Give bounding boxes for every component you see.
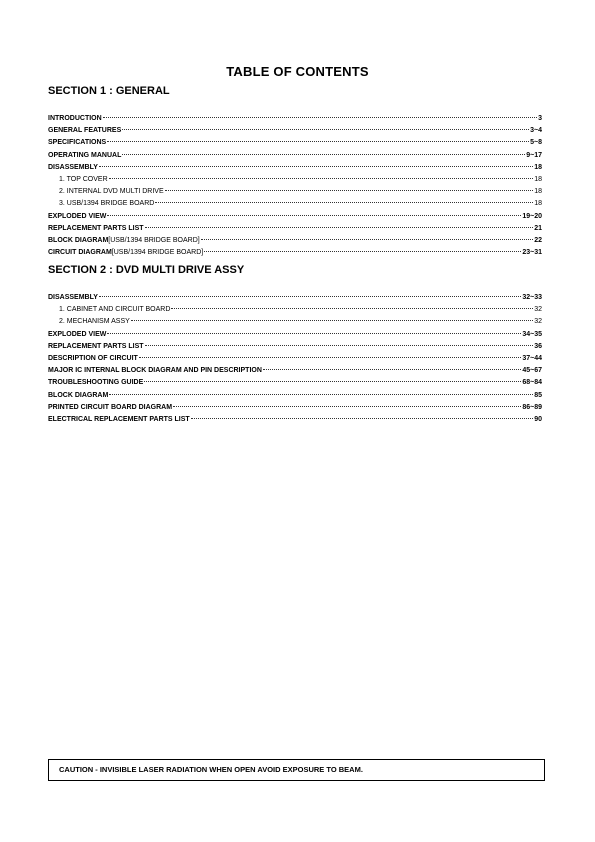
toc-entry[interactable] (48, 245, 542, 257)
toc-entry-label (48, 113, 102, 125)
toc-entry-title: REPLACEMENT PARTS LIST (48, 342, 144, 350)
dot-leader (173, 398, 521, 407)
page-title: TABLE OF CONTENTS (226, 64, 369, 79)
dot-leader (122, 121, 529, 130)
toc-entry-page: 34~35 (522, 330, 542, 338)
section-2-title: SECTION 2 : DVD MULTI DRIVE ASSY (48, 264, 245, 276)
toc-entry-label (48, 235, 200, 247)
dot-leader (109, 386, 533, 395)
dot-leader (144, 373, 521, 382)
toc-entry-title: DESCRIPTION OF CIRCUIT (48, 354, 138, 362)
toc-entry-title: DISASSEMBLY (48, 294, 98, 301)
toc-entry-page: 19~20 (522, 212, 542, 220)
laser-caution-box: CAUTION - INVISIBLE LASER RADIATION WHEN OPEN AVOID EXPOSURE TO BEAM. (48, 759, 545, 781)
dot-leader (201, 231, 534, 240)
dot-leader (109, 170, 534, 179)
dot-leader (107, 207, 521, 216)
toc-entry-label (48, 390, 108, 402)
toc-entry-page: 32 (534, 318, 542, 326)
section-1-toc (48, 111, 542, 257)
toc-entry-subtitle: [USB/1394 BRIDGE BOARD] (108, 236, 200, 244)
toc-entry-label (48, 353, 138, 365)
toc-entry-page: 22 (534, 236, 542, 244)
dot-leader (107, 133, 529, 142)
toc-entry-title: BLOCK DIAGRAM (48, 236, 109, 244)
dot-leader (263, 361, 521, 370)
toc-entry[interactable] (48, 412, 542, 424)
dot-leader (165, 182, 534, 191)
toc-entry-title: MAJOR IC INTERNAL BLOCK DIAGRAM AND PIN DESCRIPTION (48, 367, 262, 375)
toc-entry-title: REPLACEMENT PARTS LIST (48, 224, 144, 232)
dot-leader (204, 243, 521, 252)
toc-entry-page: 68~84 (522, 379, 542, 387)
toc-entry-title: ELECTRICAL REPLACEMENT PARTS LIST (48, 415, 190, 423)
toc-entry-page: 3 (538, 115, 542, 122)
toc-entry-page: 21 (534, 224, 542, 232)
toc-entry-title: INTRODUCTION (48, 115, 102, 122)
toc-entry-label (48, 292, 98, 304)
dot-leader (145, 219, 534, 228)
toc-entry-label (48, 329, 106, 341)
section-2-toc (48, 290, 542, 424)
dot-leader (191, 410, 534, 419)
toc-entry-page: 36 (534, 342, 542, 350)
toc-entry-label (48, 341, 144, 353)
toc-entry-title: OPERATING MANUAL (48, 151, 122, 159)
toc-entry-label (48, 402, 172, 414)
dot-leader (103, 109, 537, 118)
toc-entry-label (48, 162, 98, 174)
toc-entry-label (48, 414, 190, 426)
dot-leader (99, 158, 533, 167)
dot-leader (122, 146, 525, 155)
toc-entry-title: DISASSEMBLY (48, 163, 98, 171)
toc-entry-page: 18 (534, 163, 542, 171)
toc-entry-title: BLOCK DIAGRAM (48, 391, 109, 399)
toc-entry-page: 32~33 (522, 294, 542, 301)
toc-entry-label (59, 174, 108, 186)
dot-leader (155, 194, 533, 203)
toc-entry-title: 3. USB/1394 BRIDGE BOARD (59, 200, 155, 208)
toc-entry-page: 18 (534, 175, 542, 183)
toc-entry-title: 2. MECHANISM ASSY (59, 318, 130, 326)
toc-entry-title: PRINTED CIRCUIT BOARD DIAGRAM (48, 403, 173, 411)
toc-entry-page: 5~8 (530, 139, 542, 147)
toc-entry-title: SPECIFICATIONS (48, 139, 107, 147)
toc-entry-title: GENERAL FEATURES (48, 127, 122, 135)
toc-entry-title: 1. CABINET AND CIRCUIT BOARD (59, 306, 171, 314)
toc-entry-page: 23~31 (522, 249, 542, 257)
dot-leader (171, 300, 533, 309)
toc-entry-page: 3~4 (530, 127, 542, 135)
dot-leader (131, 312, 533, 321)
toc-entry-page: 86~89 (522, 403, 542, 411)
toc-entry-page: 18 (534, 188, 542, 196)
toc-entry-title: 2. INTERNAL DVD MULTI DRIVE (59, 188, 164, 196)
dot-leader (107, 325, 521, 334)
dot-leader (99, 288, 521, 297)
toc-entry-title: EXPLODED VIEW (48, 330, 107, 338)
toc-entry-title: 1. TOP COVER (59, 175, 108, 183)
toc-entry-page: 85 (534, 391, 542, 399)
toc-entry-label (48, 211, 106, 223)
toc-entry-label (48, 223, 144, 235)
toc-entry-page: 90 (534, 415, 542, 423)
toc-entry-page: 37~44 (522, 354, 542, 362)
toc-entry-label (48, 137, 106, 149)
toc-entry-label (48, 247, 203, 259)
toc-entry-page: 9~17 (526, 151, 542, 159)
toc-entry-page: 45~67 (522, 367, 542, 375)
toc-entry-title: TROUBLESHOOTING GUIDE (48, 379, 144, 387)
toc-entry-page: 32 (534, 306, 542, 314)
toc-entry-page: 18 (534, 200, 542, 208)
toc-entry-title: EXPLODED VIEW (48, 212, 107, 220)
dot-leader (139, 349, 521, 358)
toc-entry-subtitle: [USB/1394 BRIDGE BOARD] (111, 249, 204, 257)
dot-leader (145, 337, 534, 346)
toc-entry-title: CIRCUIT DIAGRAM (48, 249, 112, 257)
toc-entry-label (59, 186, 164, 198)
section-1-title: SECTION 1 : GENERAL (48, 85, 170, 97)
